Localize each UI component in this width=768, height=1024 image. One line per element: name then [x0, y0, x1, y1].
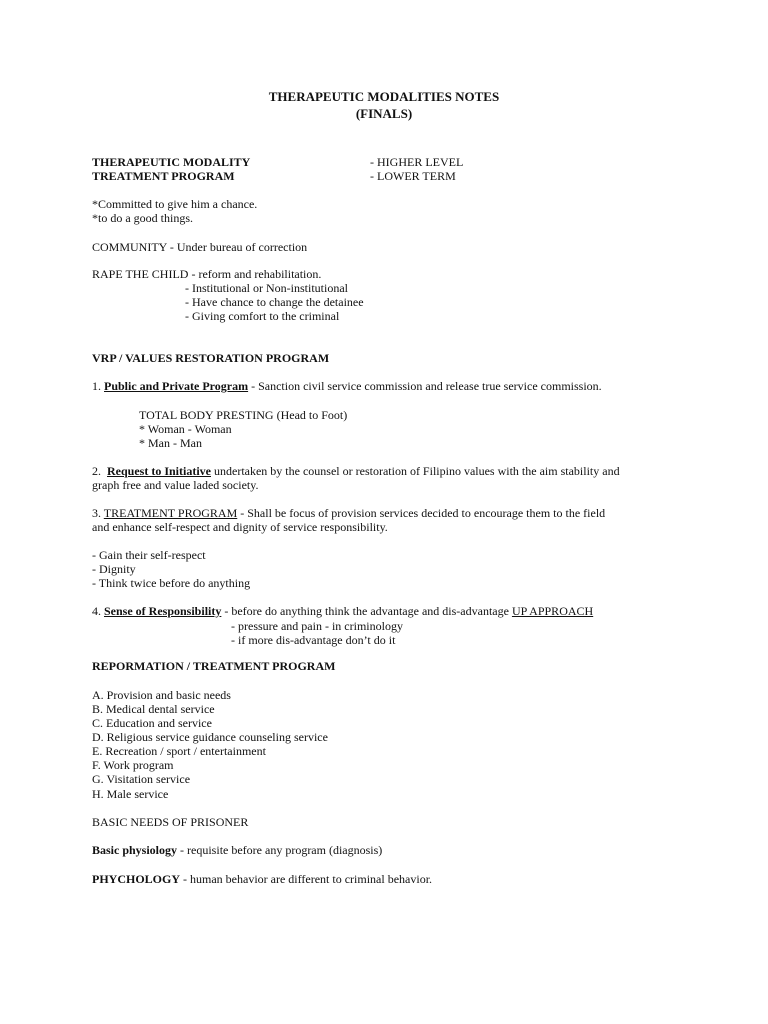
item-tail: UP APPROACH	[511, 604, 594, 618]
rape-child-sub: - Giving comfort to the criminal	[185, 309, 340, 323]
item-label: Request to Initiative	[107, 464, 211, 478]
body-search-sub: * Woman - Woman	[139, 422, 232, 436]
numbered-item-2	[92, 464, 620, 478]
definition-term: THERAPEUTIC MODALITY	[92, 155, 251, 169]
physiology-line	[92, 843, 382, 857]
section-heading-reformation: REPORMATION / TREATMENT PROGRAM	[92, 659, 336, 673]
list-item: - Think twice before do anything	[92, 576, 251, 590]
list-item: C. Education and service	[92, 716, 212, 730]
item-text: - Sanction civil service commission and release true service commission.	[248, 379, 602, 393]
item-text-continued: and enhance self-respect and dignity of service responsibility.	[92, 520, 388, 534]
item-text-continued: graph free and value laded society.	[92, 478, 259, 492]
rape-child-line: RAPE THE CHILD - reform and rehabilitation.	[92, 267, 322, 281]
numbered-item-3	[92, 506, 605, 520]
item-text: undertaken by the counsel or restoration of Filipino values with the aim stability and	[211, 464, 620, 478]
definition-row	[92, 155, 464, 169]
item-label: Sense of Responsibility	[104, 604, 222, 618]
list-item: H. Male service	[92, 787, 169, 801]
numbered-item-1	[92, 379, 602, 393]
item-4-sub: - pressure and pain - in criminology	[231, 619, 403, 633]
list-item: B. Medical dental service	[92, 702, 215, 716]
item-number: 2.	[92, 464, 101, 478]
list-item: G. Visitation service	[92, 772, 191, 786]
document-subtitle: (FINALS)	[355, 106, 413, 121]
note-line: *to do a good things.	[92, 211, 193, 225]
psychology-line	[92, 872, 432, 886]
list-item: - Gain their self-respect	[92, 548, 206, 562]
list-item: E. Recreation / sport / entertainment	[92, 744, 266, 758]
list-item: - Dignity	[92, 562, 136, 576]
physiology-text: - requisite before any program (diagnosis)	[177, 843, 383, 857]
item-number: 1.	[92, 379, 101, 393]
definition-desc: - LOWER TERM	[370, 169, 456, 183]
item-text: - before do anything think the advantage and dis-advantage	[221, 604, 512, 618]
body-search-line: TOTAL BODY PRESTING (Head to Foot)	[139, 408, 348, 422]
document-title: THERAPEUTIC MODALITIES NOTES	[268, 89, 500, 104]
list-item: F. Work program	[92, 758, 174, 772]
psychology-text: - human behavior are different to criminal behavior.	[180, 872, 433, 886]
item-label: Public and Private Program	[104, 379, 249, 393]
section-heading-vrp: VRP / VALUES RESTORATION PROGRAM	[92, 351, 330, 365]
item-number: 3.	[92, 506, 101, 520]
rape-child-sub: - Have chance to change the detainee	[185, 295, 364, 309]
psychology-label: PHYCHOLOGY	[92, 872, 181, 886]
basic-needs-heading: BASIC NEEDS OF PRISONER	[92, 815, 249, 829]
item-4-sub: - if more dis-advantage don’t do it	[231, 633, 396, 647]
rape-child-sub: - Institutional or Non-institutional	[185, 281, 348, 295]
definition-term: TREATMENT PROGRAM	[92, 169, 235, 183]
community-line: COMMUNITY - Under bureau of correction	[92, 240, 308, 254]
definition-row	[92, 169, 456, 183]
item-number: 4.	[92, 604, 101, 618]
list-item: A. Provision and basic needs	[92, 688, 231, 702]
physiology-label: Basic physiology	[92, 843, 178, 857]
item-text: - Shall be focus of provision services decided to encourage them to the field	[237, 506, 606, 520]
list-item: D. Religious service guidance counseling service	[92, 730, 328, 744]
definition-desc: - HIGHER LEVEL	[370, 155, 464, 169]
numbered-item-4	[92, 604, 593, 618]
body-search-sub: * Man - Man	[139, 436, 202, 450]
item-label: TREATMENT PROGRAM	[103, 506, 238, 520]
note-line: *Committed to give him a chance.	[92, 197, 258, 211]
